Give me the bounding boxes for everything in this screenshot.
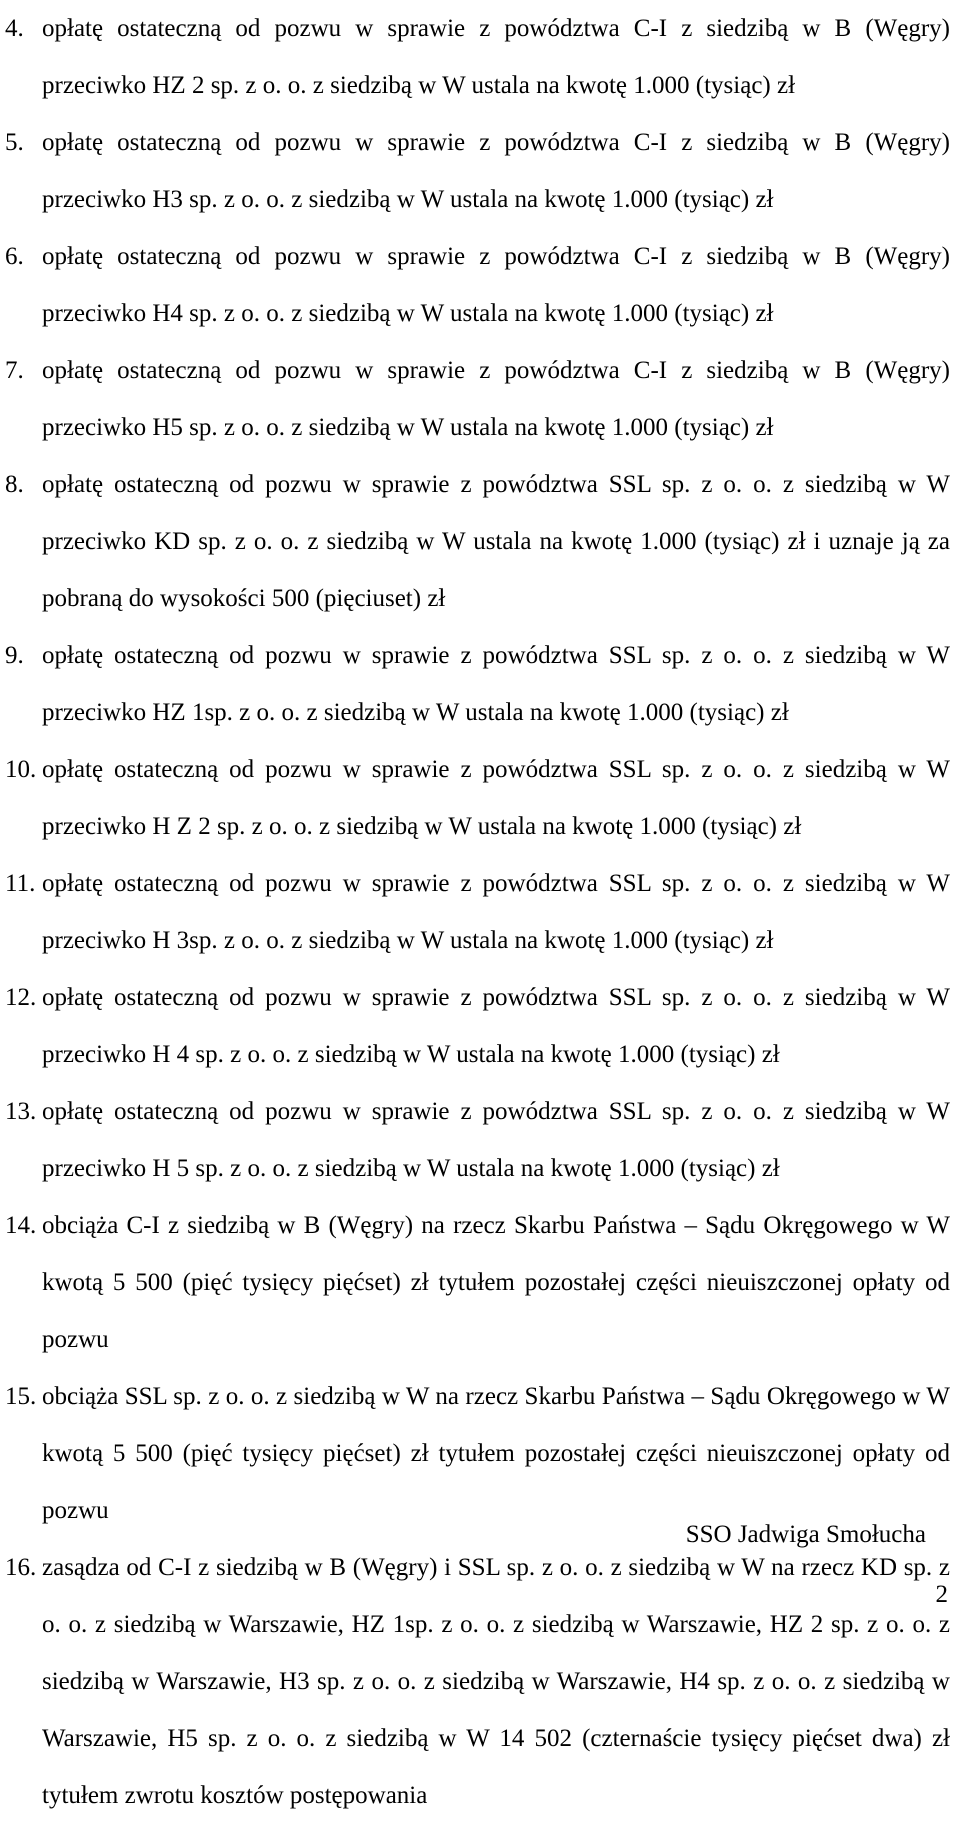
item-text: opłatę ostateczną od pozwu w sprawie z powództwa SSL sp. z o. o. z siedzibą w W przeciwko HZ 1sp. z o. o. z siedzibą w W ustala na kwotę 1.000 (tysiąc) zł [42,642,950,726]
ruling-item-12 [0,969,960,1083]
item-number: 5. [5,129,24,156]
item-text: opłatę ostateczną od pozwu w sprawie z powództwa SSL sp. z o. o. z siedzibą w W przeciwko KD sp. z o. o. z siedzibą w W ustala na kwotę 1.000 (tysiąc) zł i uznaje ją za pobraną do wysokości 500 (pięciuset) zł [42,471,950,612]
item-number: 9. [5,642,24,669]
item-number: 4. [5,15,24,42]
item-number: 7. [5,357,24,384]
ruling-item-11 [0,855,960,969]
item-number: 14. [5,1212,37,1239]
item-text: obciąża SSL sp. z o. o. z siedzibą w W na rzecz Skarbu Państwa – Sądu Okręgowego w W kwotą 5 500 (pięć tysięcy pięćset) zł tytułem pozostałej części nieuiszczonej opłaty od pozwu [42,1383,950,1524]
item-text: opłatę ostateczną od pozwu w sprawie z powództwa C-I z siedzibą w B (Węgry) przeciwko H5 sp. z o. o. z siedzibą w W ustala na kwotę 1.000 (tysiąc) zł [42,357,950,441]
page-number: 2 [935,1581,948,1608]
ruling-item-14 [0,1197,960,1368]
ruling-item-16 [0,1539,960,1824]
item-number: 8. [5,471,24,498]
item-text: zasądza od C-I z siedzibą w B (Węgry) i SSL sp. z o. o. z siedzibą w W na rzecz KD sp. z o. o. z siedzibą w Warszawie, HZ 1sp. z o. o. z siedzibą w Warszawie, HZ 2 sp. z o. o. z siedzibą w Warszawie, H3 sp. z o. o. z siedzibą w Warszawie, H4 sp. z o. o. z siedzibą w Warszawie, H5 sp. z o. o. z siedzibą w W 14 502 (czternaście tysięcy pięćset dwa) zł tytułem zwrotu kosztów postępowania [42,1554,950,1809]
ruling-item-6 [0,228,960,342]
item-text: opłatę ostateczną od pozwu w sprawie z powództwa C-I z siedzibą w B (Węgry) przeciwko H3 sp. z o. o. z siedzibą w W ustala na kwotę 1.000 (tysiąc) zł [42,129,950,213]
item-number: 16. [5,1554,37,1581]
item-number: 6. [5,243,24,270]
item-number: 12. [5,984,37,1011]
item-number: 15. [5,1383,37,1410]
ruling-item-8 [0,456,960,627]
item-number: 10. [5,756,37,783]
ruling-item-7 [0,342,960,456]
item-text: opłatę ostateczną od pozwu w sprawie z powództwa SSL sp. z o. o. z siedzibą w W przeciwko H 3sp. z o. o. z siedzibą w W ustala na kwotę 1.000 (tysiąc) zł [42,870,950,954]
item-text: opłatę ostateczną od pozwu w sprawie z powództwa SSL sp. z o. o. z siedzibą w W przeciwko H Z 2 sp. z o. o. z siedzibą w W ustala na kwotę 1.000 (tysiąc) zł [42,756,950,840]
ruling-item-5 [0,114,960,228]
item-number: 13. [5,1098,37,1125]
ruling-item-4 [0,0,960,114]
judge-signature: SSO Jadwiga Smołucha [685,1521,926,1548]
item-text: opłatę ostateczną od pozwu w sprawie z powództwa C-I z siedzibą w B (Węgry) przeciwko HZ 2 sp. z o. o. z siedzibą w W ustala na kwotę 1.000 (tysiąc) zł [42,15,950,99]
ruling-item-9 [0,627,960,741]
item-text: opłatę ostateczną od pozwu w sprawie z powództwa C-I z siedzibą w B (Węgry) przeciwko H4 sp. z o. o. z siedzibą w W ustala na kwotę 1.000 (tysiąc) zł [42,243,950,327]
item-text: opłatę ostateczną od pozwu w sprawie z powództwa SSL sp. z o. o. z siedzibą w W przeciwko H 5 sp. z o. o. z siedzibą w W ustala na kwotę 1.000 (tysiąc) zł [42,1098,950,1182]
item-text: opłatę ostateczną od pozwu w sprawie z powództwa SSL sp. z o. o. z siedzibą w W przeciwko H 4 sp. z o. o. z siedzibą w W ustala na kwotę 1.000 (tysiąc) zł [42,984,950,1068]
ruling-item-10 [0,741,960,855]
item-text: obciąża C-I z siedzibą w B (Węgry) na rzecz Skarbu Państwa – Sądu Okręgowego w W kwotą 5 500 (pięć tysięcy pięćset) zł tytułem pozostałej części nieuiszczonej opłaty od pozwu [42,1212,950,1353]
item-number: 11. [5,870,36,897]
ruling-item-13 [0,1083,960,1197]
